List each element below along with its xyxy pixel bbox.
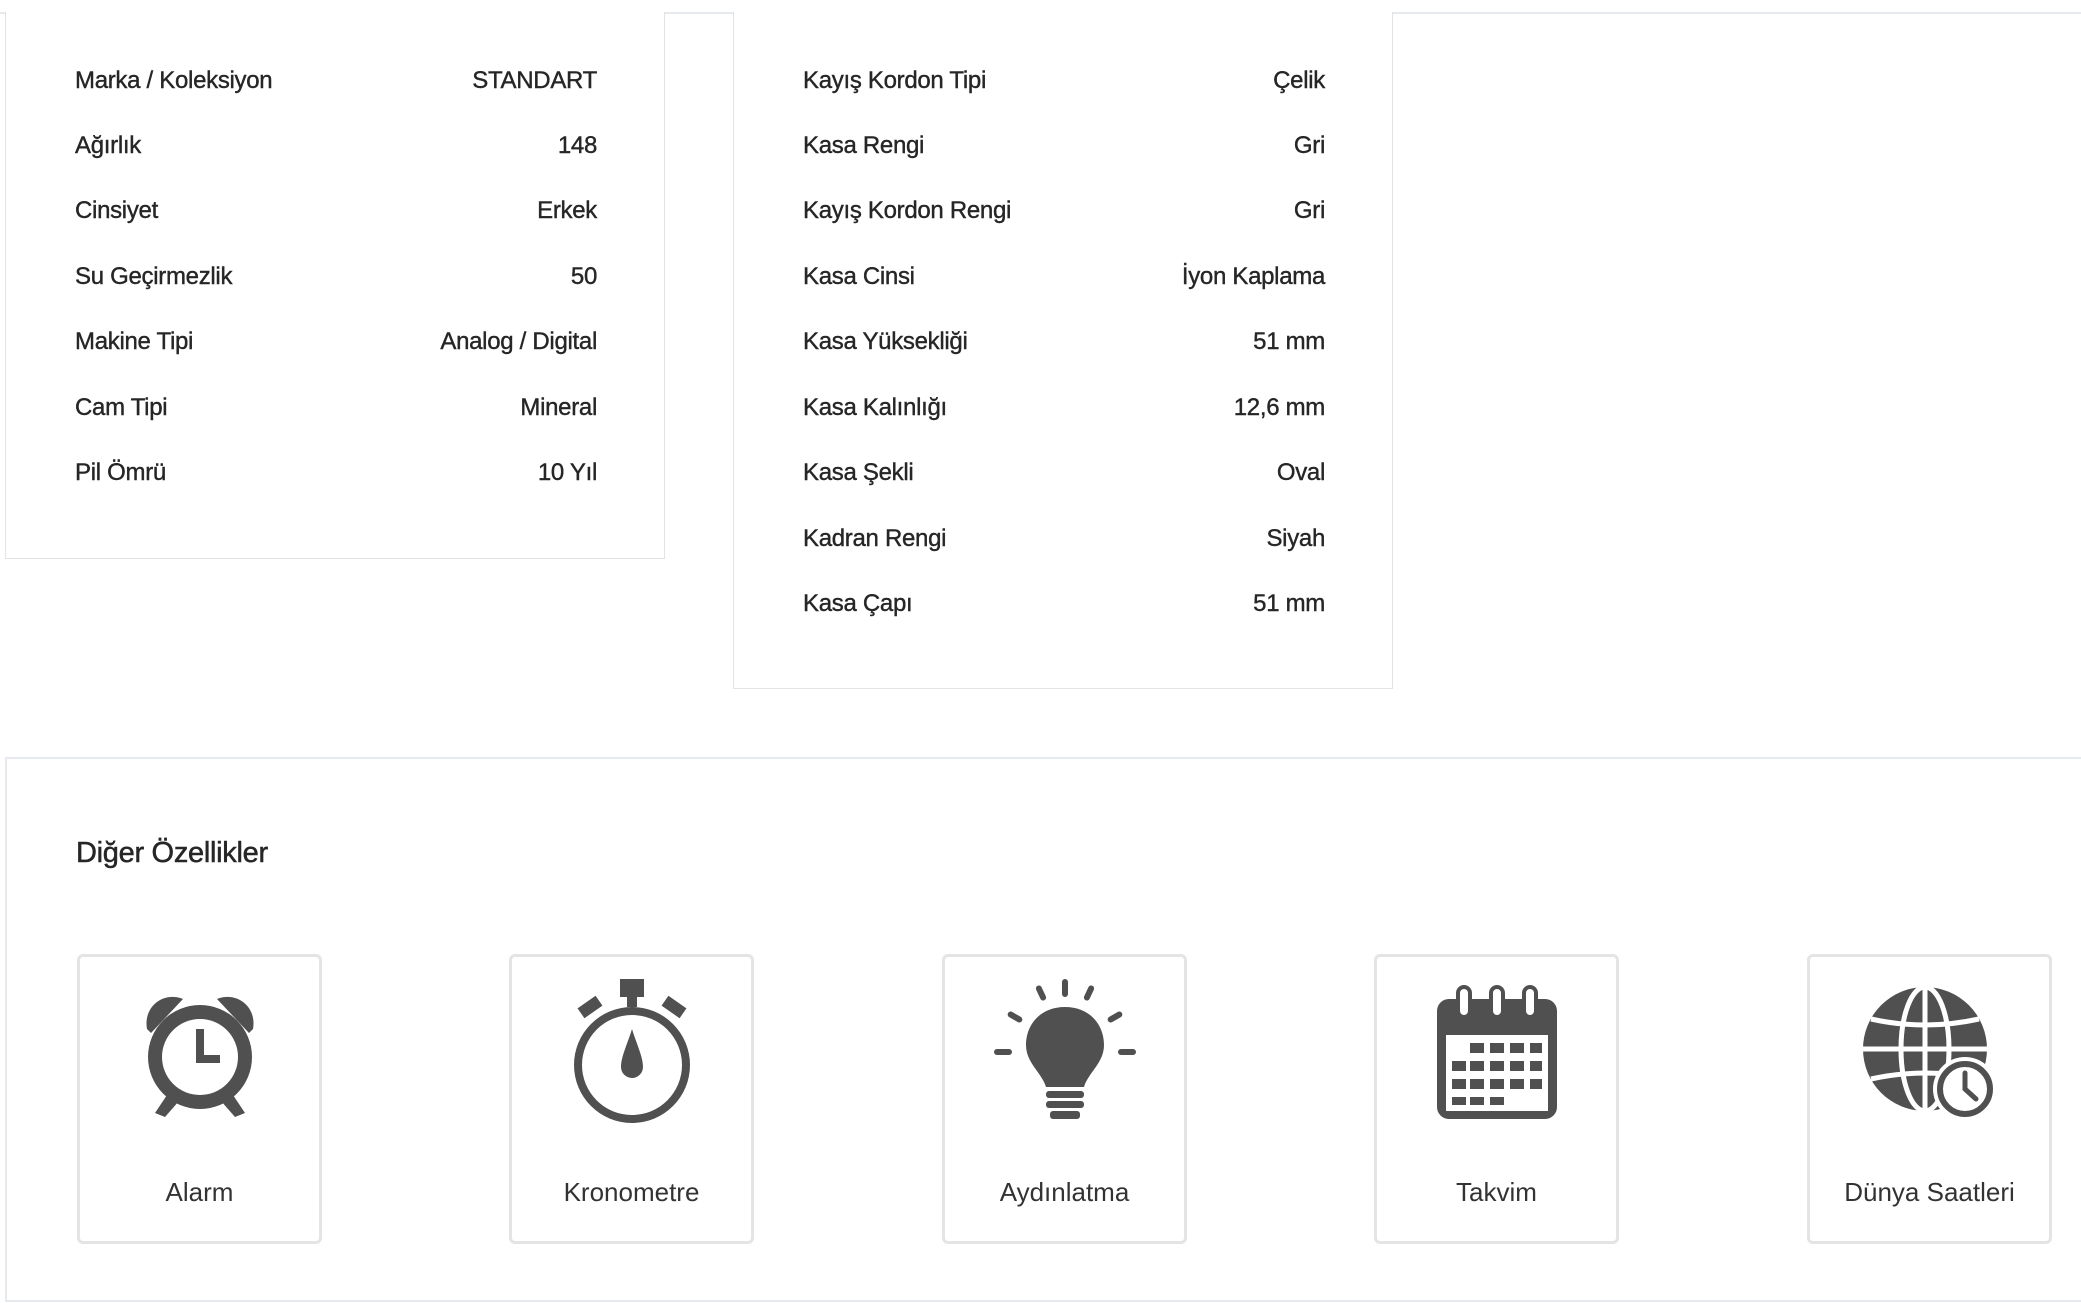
spec-label: Kayış Kordon Rengi xyxy=(803,197,1012,224)
spec-card-left xyxy=(5,12,665,559)
globe-clock-icon xyxy=(1855,977,2005,1127)
spec-value: STANDART xyxy=(472,67,597,94)
spec-label: Pil Ömrü xyxy=(75,459,166,486)
spec-row xyxy=(75,388,597,428)
feature-tile-light xyxy=(942,954,1187,1244)
spec-label: Cinsiyet xyxy=(75,197,158,224)
section-title: Diğer Özellikler xyxy=(76,837,268,869)
spec-row xyxy=(803,388,1325,428)
feature-tile-alarm xyxy=(77,954,322,1244)
feature-tile-world-time xyxy=(1807,954,2052,1244)
spec-label: Makine Tipi xyxy=(75,328,194,355)
spec-value: Siyah xyxy=(1266,525,1325,552)
calendar-icon xyxy=(1422,977,1572,1127)
other-features-section xyxy=(5,757,2081,1302)
feature-tile-calendar xyxy=(1374,954,1619,1244)
feature-label: Kronometre xyxy=(563,1177,700,1207)
spec-value: Oval xyxy=(1276,459,1325,486)
spec-label: Kasa Kalınlığı xyxy=(803,394,947,421)
spec-value: Erkek xyxy=(537,197,597,224)
spec-value: 12,6 mm xyxy=(1233,394,1325,421)
feature-label: Aydınlatma xyxy=(999,1177,1130,1207)
spec-row xyxy=(75,453,597,493)
spec-row xyxy=(803,322,1325,362)
alarm-clock-icon xyxy=(125,977,275,1127)
spec-row xyxy=(75,257,597,297)
spec-value: Analog / Digital xyxy=(440,328,597,355)
spec-row xyxy=(803,519,1325,559)
spec-row xyxy=(803,257,1325,297)
spec-value: Çelik xyxy=(1273,67,1325,94)
spec-label: Kasa Çapı xyxy=(803,590,913,617)
feature-tile-stopwatch xyxy=(509,954,754,1244)
spec-row xyxy=(803,584,1325,624)
spec-label: Kasa Yüksekliği xyxy=(803,328,968,355)
spec-value: Gri xyxy=(1293,197,1325,224)
spec-label: Kadran Rengi xyxy=(803,525,947,552)
spec-label: Kasa Şekli xyxy=(803,459,914,486)
spec-value: İyon Kaplama xyxy=(1181,263,1325,290)
feature-label: Alarm xyxy=(165,1177,234,1207)
spec-card-right xyxy=(733,12,1393,689)
light-bulb-icon xyxy=(990,977,1140,1127)
spec-label: Cam Tipi xyxy=(75,394,168,421)
spec-row xyxy=(803,126,1325,166)
spec-label: Kasa Cinsi xyxy=(803,263,915,290)
spec-row xyxy=(75,61,597,101)
spec-label: Ağırlık xyxy=(75,132,141,159)
spec-value: 51 mm xyxy=(1253,590,1325,617)
spec-row xyxy=(803,453,1325,493)
spec-label: Kasa Rengi xyxy=(803,132,925,159)
feature-label: Dünya Saatleri xyxy=(1844,1177,2015,1207)
spec-label: Kayış Kordon Tipi xyxy=(803,67,986,94)
spec-row xyxy=(75,191,597,231)
spec-row xyxy=(75,126,597,166)
feature-label: Takvim xyxy=(1456,1177,1537,1207)
spec-label: Su Geçirmezlik xyxy=(75,263,233,290)
spec-value: 51 mm xyxy=(1253,328,1325,355)
spec-value: 10 Yıl xyxy=(537,459,597,486)
spec-row xyxy=(803,61,1325,101)
spec-value: 50 xyxy=(570,263,597,290)
spec-row xyxy=(75,322,597,362)
spec-row xyxy=(803,191,1325,231)
spec-value: Gri xyxy=(1293,132,1325,159)
spec-value: 148 xyxy=(557,132,597,159)
stopwatch-icon xyxy=(557,977,707,1127)
spec-value: Mineral xyxy=(520,394,597,421)
spec-label: Marka / Koleksiyon xyxy=(75,67,273,94)
